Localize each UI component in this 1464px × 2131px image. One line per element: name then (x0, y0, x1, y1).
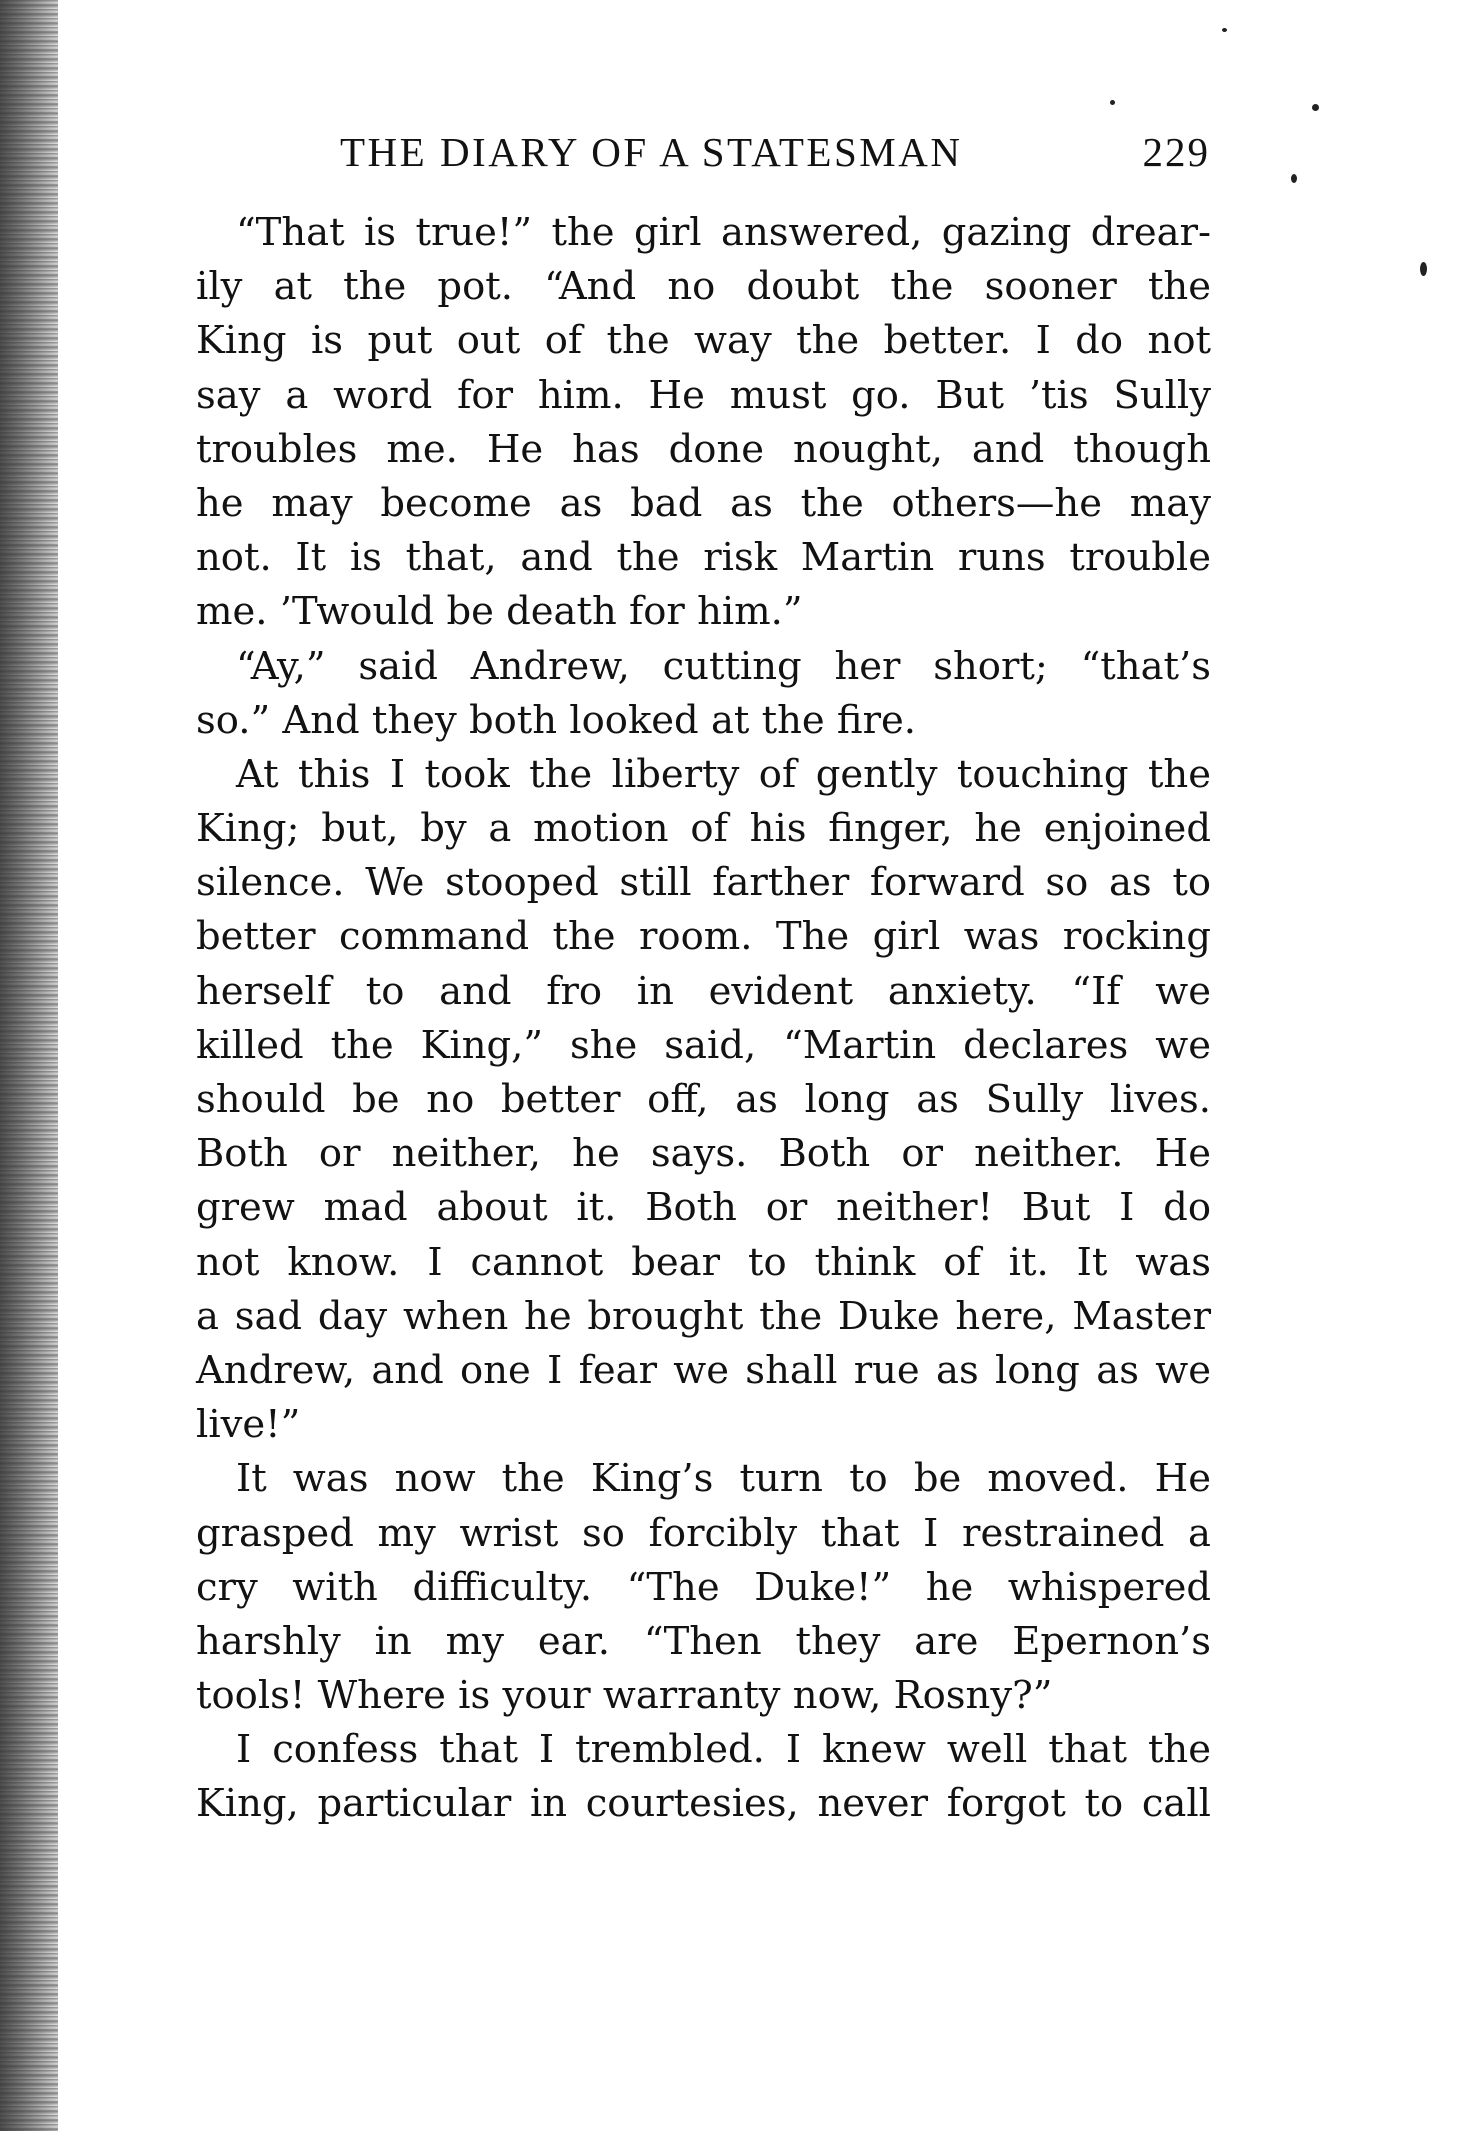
ink-speck (1312, 104, 1319, 111)
text-line: better command the room. The girl was rocking (196, 914, 1211, 960)
text-line: Andrew, and one I fear we shall rue as long as we (196, 1347, 1211, 1393)
text-line: “That is true!” the girl answered, gazing drear- (236, 210, 1211, 255)
text-line: tools! Where is your warranty now, Rosny?” (196, 1673, 1053, 1719)
text-line: not. It is that, and the risk Martin runs trouble (196, 535, 1211, 581)
page-number: 229 (1142, 129, 1210, 175)
text-line: say a word for him. He must go. But ’tis Sully (196, 372, 1211, 418)
page-binding-edge (0, 0, 58, 2131)
text-line: grasped my wrist so forcibly that I restrained a (196, 1510, 1211, 1556)
text-line: At this I took the liberty of gently touching the (236, 751, 1211, 797)
text-line: It was now the King’s turn to be moved. He (236, 1456, 1211, 1502)
text-line: should be no better off, as long as Sully lives. (196, 1077, 1211, 1122)
text-line: a sad day when he brought the Duke here, Master (196, 1293, 1211, 1339)
text-line: Both or neither, he says. Both or neither. He (196, 1131, 1211, 1177)
ink-speck (1110, 100, 1115, 105)
page-body-text (196, 206, 1211, 1832)
text-line: so.” And they both looked at the fire. (196, 697, 916, 743)
text-line: killed the King,” she said, “Martin declares we (196, 1022, 1211, 1068)
text-line: ily at the pot. “And no doubt the sooner the (196, 264, 1211, 310)
running-header (340, 128, 1210, 176)
text-line: silence. We stooped still farther forward so as to (196, 860, 1211, 906)
running-title: THE DIARY OF A STATESMAN (340, 129, 963, 175)
text-line: cry with difficulty. “The Duke!” he whispered (196, 1564, 1211, 1610)
text-line: “Ay,” said Andrew, cutting her short; “that’s (236, 643, 1211, 689)
text-line: troubles me. He has done nought, and though (196, 426, 1211, 472)
text-line: King is put out of the way the better. I do not (196, 318, 1211, 364)
text-line: he may become as bad as the others—he may (196, 480, 1211, 526)
ink-speck (1291, 174, 1297, 183)
text-line: grew mad about it. Both or neither! But I do (196, 1185, 1211, 1231)
text-line: me. ’Twould be death for him.” (196, 589, 803, 635)
ink-speck (1420, 262, 1427, 276)
text-line: I confess that I trembled. I knew well that the (236, 1727, 1211, 1773)
text-line: King; but, by a motion of his finger, he enjoined (196, 806, 1211, 852)
text-line: King, particular in courtesies, never forgot to call (196, 1781, 1211, 1827)
text-line: herself to and fro in evident anxiety. “If we (196, 968, 1211, 1014)
text-line: harshly in my ear. “Then they are Epernon’s (196, 1618, 1211, 1664)
text-line: live!” (196, 1402, 301, 1448)
ink-speck (1222, 28, 1227, 32)
text-line: not know. I cannot bear to think of it. It was (196, 1239, 1211, 1285)
